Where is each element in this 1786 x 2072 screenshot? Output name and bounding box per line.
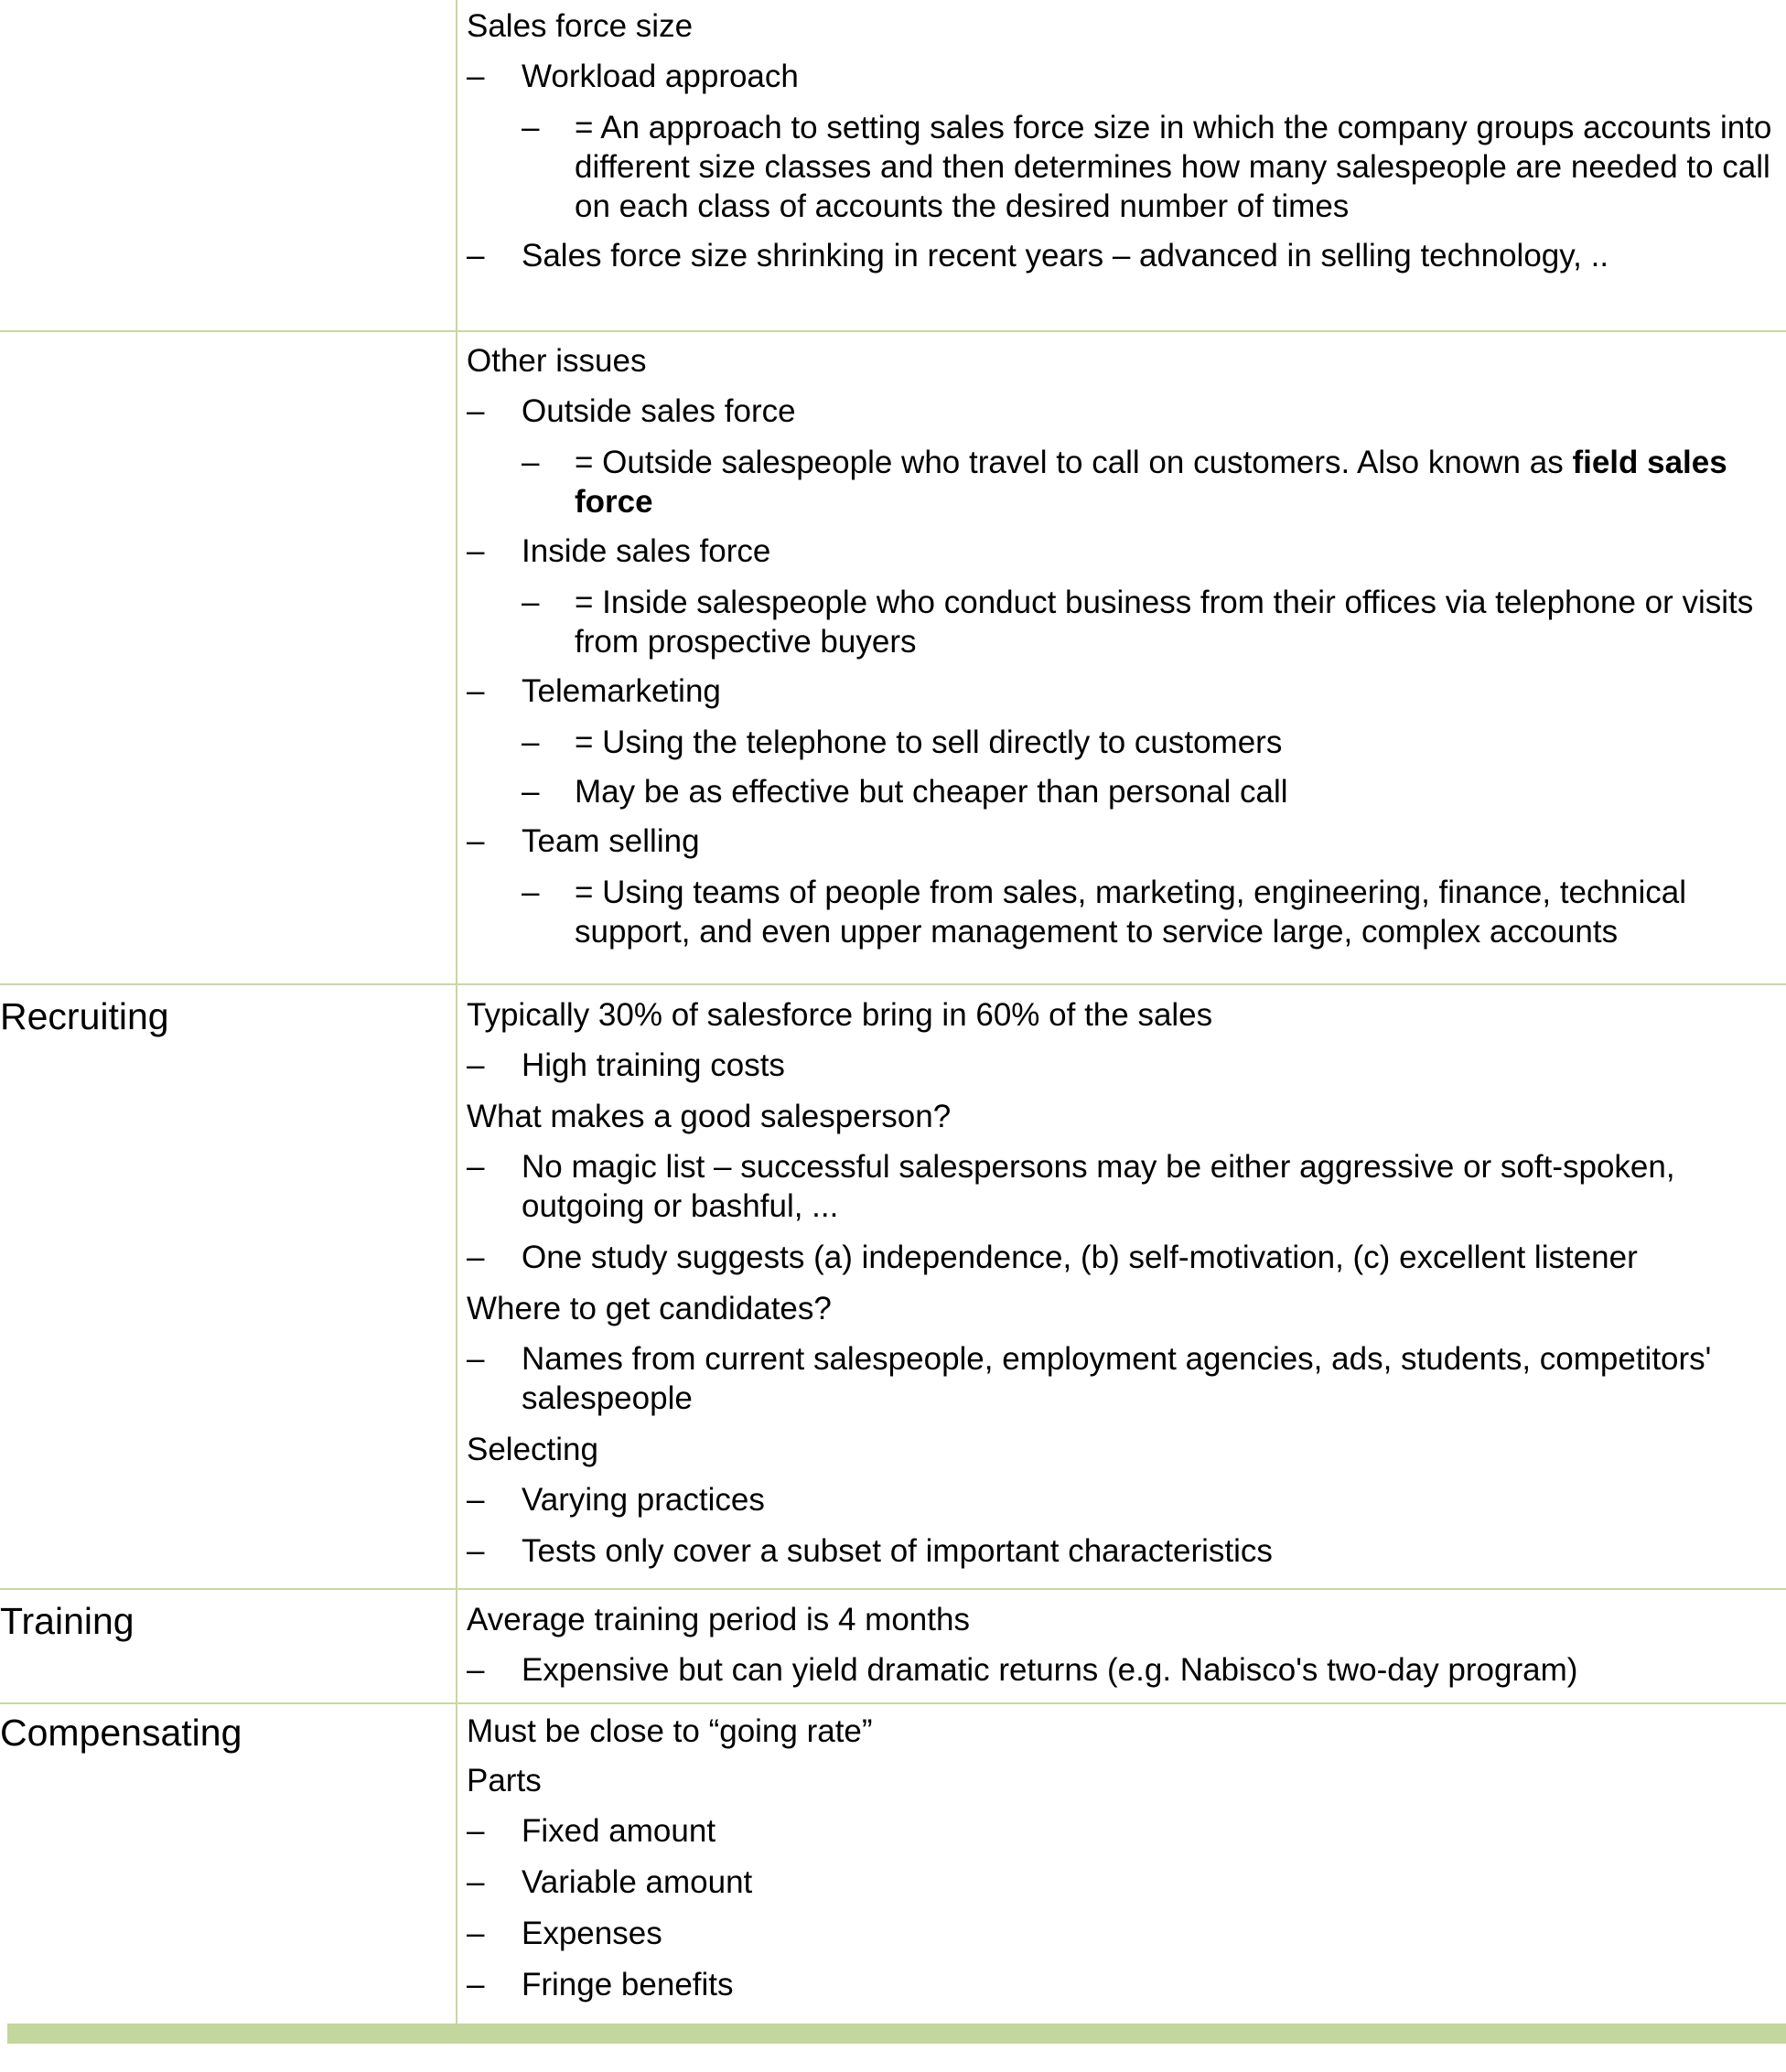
item-text: Telemarketing [522,673,721,709]
heading-parts: Parts [467,1763,542,1798]
row-label-compensating: Compensating [0,1712,242,1754]
heading-good-salesperson: What makes a good salesperson? [467,1099,952,1134]
item-text: High training costs [522,1047,785,1083]
row-divider [0,1588,1786,1590]
item-high-training-costs [467,1046,1780,1085]
item-text: Expenses [522,1916,662,1951]
item-inside-sales-force [467,531,1780,571]
dash: – [467,1864,485,1900]
item-telemarketing-note [467,772,1780,811]
row-divider [0,1702,1786,1704]
item-text: Outside sales force [522,393,796,429]
dash: – [467,1047,485,1083]
item-size-shrinking [467,236,1780,275]
item-text: Fringe benefits [522,1967,734,2002]
item-tests-subset [467,1531,1780,1571]
item-text: No magic list – successful salespersons may be either aggressive or soft-spoken, outgoing or bashful, ... [522,1149,1675,1224]
item-varying-practices [467,1480,1780,1519]
row-divider [0,983,1786,985]
bold-term: field sales force [575,445,1727,520]
row-divider [0,330,1786,332]
heading-going-rate: Must be close to “going rate” [467,1713,873,1749]
heading-other-issues: Other issues [467,343,647,379]
dash: – [467,1149,485,1185]
dash: – [467,823,485,859]
dash: – [467,1813,485,1849]
row-label-training: Training [0,1600,134,1642]
dash: – [522,585,540,620]
row-label-recruiting: Recruiting [0,995,169,1037]
item-workload-approach [467,57,1780,96]
heading-average-training: Average training period is 4 months [467,1602,970,1637]
cell-other-issues [467,341,1780,961]
item-workload-definition [467,108,1780,226]
item-one-study [467,1238,1780,1277]
item-expenses [467,1914,1780,1953]
heading-typically: Typically 30% of salesforce bring in 60% of the sales [467,997,1213,1033]
dash: – [467,238,485,274]
item-text: Variable amount [522,1864,753,1900]
item-text: = An approach to setting sales force size in which the company groups accounts into different size classes and then determines how many salespeople are needed to call on each class of accounts the desired number of times [575,110,1772,224]
item-text: = Outside salespeople who travel to call on customers. Also known as [575,445,1573,480]
item-text: May be as effective but cheaper than personal call [575,774,1288,810]
item-text: = Inside salespeople who conduct business from their offices via telephone or visits from prospective buyers [575,585,1754,660]
dash: – [467,1967,485,2002]
dash: – [522,110,540,145]
item-text: Team selling [522,823,700,859]
dash: – [467,533,485,569]
heading-selecting: Selecting [467,1432,598,1467]
cell-compensating [467,1712,1780,2016]
column-divider [456,0,457,2024]
item-text: Fixed amount [522,1813,716,1849]
dash: – [522,875,540,910]
dash: – [522,725,540,760]
item-text: = Using teams of people from sales, marketing, engineering, finance, technical support, and even upper management to service large, complex accounts [575,875,1686,950]
item-text: Varying practices [522,1482,765,1518]
dash: – [467,59,485,94]
dash: – [467,1341,485,1377]
item-text: Inside sales force [522,533,771,569]
item-text: = Using the telephone to sell directly to customers [575,725,1283,760]
dash: – [467,1240,485,1275]
item-text: Sales force size shrinking in recent years – advanced in selling technology, .. [522,238,1609,274]
dash: – [467,1533,485,1569]
heading-sales-force-size: Sales force size [467,8,694,44]
bottom-bar [7,2024,1786,2044]
item-expensive-returns [467,1650,1780,1690]
item-names-sources [467,1339,1780,1418]
dash: – [467,1482,485,1518]
dash: – [467,673,485,709]
item-team-selling-definition [467,873,1780,951]
item-fringe-benefits [467,1965,1780,2004]
dash: – [467,393,485,429]
item-text: Workload approach [522,59,799,94]
item-text: One study suggests (a) independence, (b) self-motivation, (c) excellent listener [522,1240,1638,1275]
heading-where-candidates: Where to get candidates? [467,1291,832,1326]
item-variable-amount [467,1863,1780,1902]
item-text: Tests only cover a subset of important characteristics [522,1533,1273,1569]
dash: – [467,1916,485,1951]
item-telemarketing [467,671,1780,711]
cell-sales-force-size [467,6,1780,287]
item-team-selling [467,821,1780,861]
dash: – [467,1652,485,1688]
dash: – [522,445,540,480]
item-outside-definition [467,443,1780,521]
item-no-magic-list [467,1147,1780,1226]
item-inside-definition [467,583,1780,661]
dash: – [522,774,540,810]
item-text: Expensive but can yield dramatic returns (e.g. Nabisco's two-day program) [522,1652,1578,1688]
item-outside-sales-force [467,392,1780,431]
item-text: Names from current salespeople, employment agencies, ads, students, competitors' salespeople [522,1341,1712,1416]
item-fixed-amount [467,1811,1780,1851]
cell-training [467,1600,1780,1702]
item-telemarketing-definition [467,723,1780,762]
cell-recruiting [467,995,1780,1583]
